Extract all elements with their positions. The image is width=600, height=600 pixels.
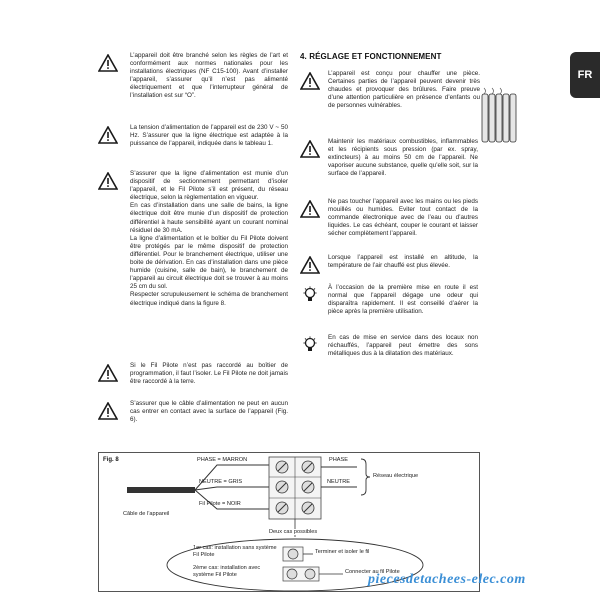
neutre-terminal-label: NEUTRE: [327, 479, 350, 485]
warning-icon: [98, 126, 118, 144]
right-block-6: [300, 334, 478, 368]
left-block-3-para-1: S’assurer que la ligne d’alimentation est munie d’un dispositif de sectionnement permettant d’isoler l’appareil, et le Fil Pilote s’il est présent, du réseau électrique, selon la règlementation en vigueur.: [130, 170, 288, 202]
left-block-1: [98, 52, 288, 114]
phase-wire-label: PHASE = MARRON: [197, 457, 248, 463]
network-brace: [361, 459, 370, 495]
warning-icon: [98, 364, 118, 382]
warning-icon: [98, 402, 118, 420]
warning-icon: [98, 54, 118, 72]
right-block-5: [300, 284, 478, 324]
warning-icon: [300, 72, 320, 90]
case-2-action: Connecter au fil Pilote: [345, 569, 400, 575]
figure-label: Fig. 8: [103, 457, 119, 463]
left-block-3-para-2: En cas d’installation dans une salle de bains, la ligne électrique doit être munie d’un dispositif de protection différentiel à haute sensibilité ayant un courant nominal résiduel de 30 mA.: [130, 202, 288, 234]
lightbulb-icon: [300, 286, 320, 304]
cable-label: Câble de l’appareil: [123, 511, 170, 517]
two-cases-label: Deux cas possibles: [269, 529, 318, 535]
warning-icon: [300, 256, 320, 274]
left-block-3: [98, 170, 288, 356]
lightbulb-icon: [300, 336, 320, 354]
neutre-wire-label: NEUTRE = GRIS: [199, 479, 243, 485]
right-block-3: [300, 198, 478, 242]
left-block-4-text: Si le Fil Pilote n’est pas raccordé au boîtier de programmation, il faut l’isoler. Le Fil Pilote ne doit jamais être raccordé à la terre.: [130, 362, 288, 386]
left-block-5: [98, 400, 288, 430]
case-1-label: 1er cas: installation sans système Fil Pilote: [193, 545, 277, 558]
left-block-3-text: [130, 170, 288, 308]
left-block-3-para-4: Respecter scrupuleusement le schéma de branchement électrique indiqué dans la figure 8.: [130, 291, 288, 307]
figure-8-wiring-diagram: [98, 452, 480, 592]
right-block-4: [300, 254, 478, 276]
watermark-logo: piecesdetachees-elec.com: [368, 572, 526, 587]
left-block-2-text: La tension d’alimentation de l’appareil est de 230 V ~ 50 Hz. S’assurer que la ligne électrique est adaptée à la puissance de l’appareil, indiquée dans le tableau 1.: [130, 124, 288, 148]
right-block-1-text: L’appareil est conçu pour chauffer une pièce. Certaines parties de l’appareil peuvent devenir très chaudes et provoquer des brûlures. Faire preuve d’une attention particulière en présence d’enfants ou de personnes vulnérables.: [328, 70, 480, 110]
left-block-1-text: L’appareil doit être branché selon les règles de l’art et conformément aux normes nationales pour les installations électriques (NF C15-100). Avant d’installer l’appareil, s’assurer qu’il n’est pas alimenté électriquement et que l’interrupteur général de l’installation est sur “O”.: [130, 52, 288, 100]
left-block-5-text: S’assurer que le câble d’alimentation ne peut en aucun cas entrer en contact avec la surface de l’appareil (Fig. 6).: [130, 400, 288, 424]
language-tab: [570, 52, 600, 98]
phase-terminal-label: PHASE: [329, 457, 348, 463]
right-block-1: [300, 70, 478, 122]
pilote-wire-label: Fil Pilote = NOIR: [199, 501, 241, 507]
right-block-2-text: Maintenir les matériaux combustibles, inflammables et les récipients sous pression (par ex. spray, extincteurs) à au moins 50 cm de l’appareil. Ne vaporiser aucune substance, quelle qu’elle soit, sur la surface de l’appareil.: [328, 138, 478, 178]
right-block-3-text: Ne pas toucher l’appareil avec les mains ou les pieds mouillés ou humides. Eviter tout contact de la commande électronique avec de l’eau ou d’autres liquides. Le cas échéant, couper le courant et laisser sécher complètement l’appareil.: [328, 198, 478, 238]
right-block-6-text: En cas de mise en service dans des locaux non réchauffés, l’appareil peut émettre des sons métalliques dus à la dilatation des matériaux.: [328, 334, 478, 358]
warning-icon: [300, 200, 320, 218]
case-1-action: Terminer et isoler le fil: [315, 549, 370, 555]
case-2-label: 2ème cas: installation avec système Fil Pilote: [193, 565, 261, 578]
appliance-cable: [127, 487, 195, 493]
section-title: 4. RÉGLAGE ET FONCTIONNEMENT: [300, 52, 442, 61]
radiator-illustration: [478, 86, 518, 148]
left-block-3-para-3: La ligne d’alimentation et le boîtier du Fil Pilote doivent être protégés par le même dispositif de protection différentiel. Pour le branchement électrique, utiliser une boite de dérivation. En cas d’installation dans une pièce humide (cuisine, salle de bain), le branchement de l’appareil au circuit électrique doit se trouver à au moins 25 cm du sol.: [130, 234, 288, 291]
right-block-2: [300, 138, 478, 182]
left-block-4: [98, 362, 288, 392]
language-tab-label: FR: [577, 69, 593, 81]
terminal-block: [269, 457, 321, 519]
right-block-5-text: À l’occasion de la première mise en route il est normal que l’appareil dégage une odeur qui disparaîtra rapidement. Il est conseillé d’aérer la pièce après la première utilisation.: [328, 284, 478, 316]
left-block-2: [98, 124, 288, 164]
warning-icon: [300, 140, 320, 158]
network-label: Réseau électrique: [373, 473, 419, 479]
warning-icon: [98, 172, 118, 190]
right-block-4-text: Lorsque l’appareil est installé en altitude, la température de l’air chauffé est plus élevée.: [328, 254, 478, 270]
